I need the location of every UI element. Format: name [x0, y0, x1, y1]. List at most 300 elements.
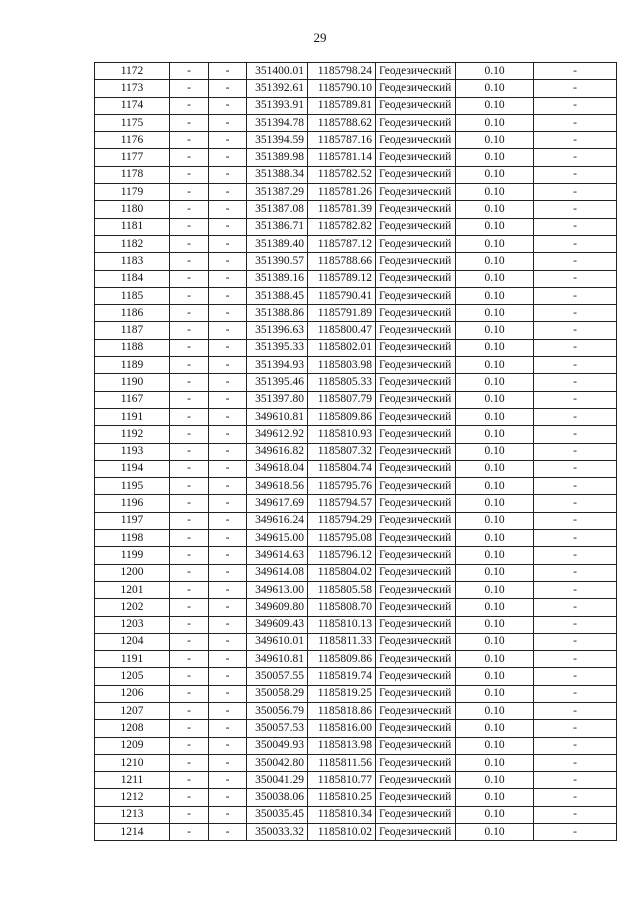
method-cell: Геодезический	[376, 824, 456, 841]
method-cell: Геодезический	[376, 357, 456, 374]
point-number: 1176	[95, 132, 170, 149]
point-number: 1210	[95, 754, 170, 771]
method-cell: Геодезический	[376, 581, 456, 598]
point-number: 1183	[95, 253, 170, 270]
table-row	[95, 63, 617, 80]
point-number: 1194	[95, 460, 170, 477]
y-coordinate: 1185798.24	[308, 63, 376, 80]
dash-cell: -	[534, 218, 617, 235]
dash-cell: -	[534, 512, 617, 529]
accuracy-cell: 0.10	[456, 789, 534, 806]
dash-cell: -	[209, 149, 247, 166]
table-row	[95, 443, 617, 460]
accuracy-cell: 0.10	[456, 166, 534, 183]
table-row	[95, 287, 617, 304]
dash-cell: -	[209, 166, 247, 183]
dash-cell: -	[209, 114, 247, 131]
table-row	[95, 357, 617, 374]
y-coordinate: 1185794.29	[308, 512, 376, 529]
accuracy-cell: 0.10	[456, 305, 534, 322]
accuracy-cell: 0.10	[456, 391, 534, 408]
table-row	[95, 305, 617, 322]
method-cell: Геодезический	[376, 80, 456, 97]
x-coordinate: 349614.63	[247, 547, 308, 564]
dash-cell: -	[534, 685, 617, 702]
method-cell: Геодезический	[376, 737, 456, 754]
point-number: 1200	[95, 564, 170, 581]
dash-cell: -	[534, 114, 617, 131]
y-coordinate: 1185788.62	[308, 114, 376, 131]
dash-cell: -	[209, 63, 247, 80]
x-coordinate: 351388.45	[247, 287, 308, 304]
accuracy-cell: 0.10	[456, 80, 534, 97]
table-row	[95, 754, 617, 771]
accuracy-cell: 0.10	[456, 443, 534, 460]
x-coordinate: 351397.80	[247, 391, 308, 408]
x-coordinate: 351393.91	[247, 97, 308, 114]
accuracy-cell: 0.10	[456, 737, 534, 754]
accuracy-cell: 0.10	[456, 322, 534, 339]
point-number: 1198	[95, 530, 170, 547]
accuracy-cell: 0.10	[456, 633, 534, 650]
accuracy-cell: 0.10	[456, 270, 534, 287]
dash-cell: -	[534, 478, 617, 495]
y-coordinate: 1185805.58	[308, 581, 376, 598]
table-row	[95, 97, 617, 114]
dash-cell: -	[209, 547, 247, 564]
accuracy-cell: 0.10	[456, 772, 534, 789]
table-row	[95, 581, 617, 598]
accuracy-cell: 0.10	[456, 824, 534, 841]
dash-cell: -	[209, 495, 247, 512]
method-cell: Геодезический	[376, 63, 456, 80]
method-cell: Геодезический	[376, 564, 456, 581]
method-cell: Геодезический	[376, 616, 456, 633]
method-cell: Геодезический	[376, 599, 456, 616]
x-coordinate: 351396.63	[247, 322, 308, 339]
y-coordinate: 1185802.01	[308, 339, 376, 356]
dash-cell: -	[170, 668, 209, 685]
method-cell: Геодезический	[376, 512, 456, 529]
point-number: 1213	[95, 806, 170, 823]
dash-cell: -	[209, 616, 247, 633]
point-number: 1205	[95, 668, 170, 685]
dash-cell: -	[170, 184, 209, 201]
y-coordinate: 1185810.77	[308, 772, 376, 789]
accuracy-cell: 0.10	[456, 599, 534, 616]
y-coordinate: 1185781.26	[308, 184, 376, 201]
x-coordinate: 350057.55	[247, 668, 308, 685]
dash-cell: -	[209, 357, 247, 374]
y-coordinate: 1185789.12	[308, 270, 376, 287]
dash-cell: -	[534, 253, 617, 270]
dash-cell: -	[170, 512, 209, 529]
table-row	[95, 391, 617, 408]
x-coordinate: 351400.01	[247, 63, 308, 80]
method-cell: Геодезический	[376, 478, 456, 495]
x-coordinate: 351386.71	[247, 218, 308, 235]
dash-cell: -	[170, 789, 209, 806]
y-coordinate: 1185803.98	[308, 357, 376, 374]
dash-cell: -	[534, 322, 617, 339]
y-coordinate: 1185807.79	[308, 391, 376, 408]
method-cell: Геодезический	[376, 530, 456, 547]
point-number: 1201	[95, 581, 170, 598]
method-cell: Геодезический	[376, 633, 456, 650]
dash-cell: -	[534, 391, 617, 408]
accuracy-cell: 0.10	[456, 478, 534, 495]
method-cell: Геодезический	[376, 114, 456, 131]
y-coordinate: 1185818.86	[308, 702, 376, 719]
table-row	[95, 806, 617, 823]
dash-cell: -	[209, 564, 247, 581]
x-coordinate: 351390.57	[247, 253, 308, 270]
dash-cell: -	[534, 737, 617, 754]
x-coordinate: 349613.00	[247, 581, 308, 598]
dash-cell: -	[534, 408, 617, 425]
point-number: 1208	[95, 720, 170, 737]
dash-cell: -	[209, 720, 247, 737]
x-coordinate: 349616.24	[247, 512, 308, 529]
dash-cell: -	[534, 754, 617, 771]
dash-cell: -	[170, 357, 209, 374]
y-coordinate: 1185810.93	[308, 426, 376, 443]
method-cell: Геодезический	[376, 97, 456, 114]
dash-cell: -	[170, 97, 209, 114]
dash-cell: -	[170, 806, 209, 823]
method-cell: Геодезический	[376, 789, 456, 806]
x-coordinate: 350056.79	[247, 702, 308, 719]
dash-cell: -	[170, 772, 209, 789]
accuracy-cell: 0.10	[456, 702, 534, 719]
point-number: 1167	[95, 391, 170, 408]
method-cell: Геодезический	[376, 253, 456, 270]
table-row	[95, 564, 617, 581]
dash-cell: -	[209, 530, 247, 547]
table-row	[95, 201, 617, 218]
y-coordinate: 1185788.66	[308, 253, 376, 270]
point-number: 1185	[95, 287, 170, 304]
table-row	[95, 184, 617, 201]
point-number: 1184	[95, 270, 170, 287]
dash-cell: -	[170, 824, 209, 841]
dash-cell: -	[534, 305, 617, 322]
table-row	[95, 772, 617, 789]
table-row	[95, 824, 617, 841]
method-cell: Геодезический	[376, 374, 456, 391]
dash-cell: -	[209, 772, 247, 789]
x-coordinate: 351395.46	[247, 374, 308, 391]
dash-cell: -	[209, 235, 247, 252]
x-coordinate: 351394.78	[247, 114, 308, 131]
y-coordinate: 1185809.86	[308, 651, 376, 668]
dash-cell: -	[170, 408, 209, 425]
x-coordinate: 351387.08	[247, 201, 308, 218]
dash-cell: -	[170, 478, 209, 495]
method-cell: Геодезический	[376, 495, 456, 512]
point-number: 1202	[95, 599, 170, 616]
dash-cell: -	[170, 702, 209, 719]
accuracy-cell: 0.10	[456, 184, 534, 201]
y-coordinate: 1185796.12	[308, 547, 376, 564]
table-row	[95, 408, 617, 425]
method-cell: Геодезический	[376, 166, 456, 183]
x-coordinate: 351394.59	[247, 132, 308, 149]
method-cell: Геодезический	[376, 184, 456, 201]
y-coordinate: 1185789.81	[308, 97, 376, 114]
x-coordinate: 349612.92	[247, 426, 308, 443]
dash-cell: -	[534, 633, 617, 650]
dash-cell: -	[534, 564, 617, 581]
y-coordinate: 1185804.74	[308, 460, 376, 477]
table-row	[95, 235, 617, 252]
dash-cell: -	[534, 426, 617, 443]
table-row	[95, 322, 617, 339]
x-coordinate: 351388.34	[247, 166, 308, 183]
table-row	[95, 374, 617, 391]
dash-cell: -	[170, 720, 209, 737]
table-row	[95, 737, 617, 754]
table-row	[95, 132, 617, 149]
y-coordinate: 1185795.76	[308, 478, 376, 495]
dash-cell: -	[170, 305, 209, 322]
point-number: 1178	[95, 166, 170, 183]
dash-cell: -	[534, 339, 617, 356]
y-coordinate: 1185791.89	[308, 305, 376, 322]
dash-cell: -	[534, 201, 617, 218]
dash-cell: -	[534, 97, 617, 114]
table-row	[95, 668, 617, 685]
dash-cell: -	[170, 651, 209, 668]
dash-cell: -	[170, 253, 209, 270]
point-number: 1190	[95, 374, 170, 391]
dash-cell: -	[209, 737, 247, 754]
accuracy-cell: 0.10	[456, 651, 534, 668]
table-row	[95, 702, 617, 719]
method-cell: Геодезический	[376, 443, 456, 460]
accuracy-cell: 0.10	[456, 235, 534, 252]
table-row	[95, 253, 617, 270]
point-number: 1191	[95, 408, 170, 425]
point-number: 1193	[95, 443, 170, 460]
accuracy-cell: 0.10	[456, 374, 534, 391]
dash-cell: -	[534, 599, 617, 616]
point-number: 1203	[95, 616, 170, 633]
accuracy-cell: 0.10	[456, 720, 534, 737]
point-number: 1206	[95, 685, 170, 702]
table-row	[95, 426, 617, 443]
method-cell: Геодезический	[376, 287, 456, 304]
table-row	[95, 685, 617, 702]
dash-cell: -	[209, 253, 247, 270]
method-cell: Геодезический	[376, 149, 456, 166]
accuracy-cell: 0.10	[456, 253, 534, 270]
table-row	[95, 789, 617, 806]
dash-cell: -	[534, 287, 617, 304]
method-cell: Геодезический	[376, 305, 456, 322]
table-row	[95, 720, 617, 737]
accuracy-cell: 0.10	[456, 685, 534, 702]
point-number: 1181	[95, 218, 170, 235]
dash-cell: -	[209, 184, 247, 201]
dash-cell: -	[534, 720, 617, 737]
x-coordinate: 351388.86	[247, 305, 308, 322]
table-row	[95, 460, 617, 477]
dash-cell: -	[209, 201, 247, 218]
dash-cell: -	[534, 616, 617, 633]
point-number: 1188	[95, 339, 170, 356]
point-number: 1212	[95, 789, 170, 806]
table-row	[95, 530, 617, 547]
x-coordinate: 349617.69	[247, 495, 308, 512]
method-cell: Геодезический	[376, 426, 456, 443]
table-row	[95, 495, 617, 512]
y-coordinate: 1185782.52	[308, 166, 376, 183]
method-cell: Геодезический	[376, 754, 456, 771]
method-cell: Геодезический	[376, 391, 456, 408]
x-coordinate: 351387.29	[247, 184, 308, 201]
dash-cell: -	[209, 443, 247, 460]
point-number: 1209	[95, 737, 170, 754]
dash-cell: -	[534, 63, 617, 80]
point-number: 1197	[95, 512, 170, 529]
y-coordinate: 1185810.25	[308, 789, 376, 806]
y-coordinate: 1185810.34	[308, 806, 376, 823]
x-coordinate: 350058.29	[247, 685, 308, 702]
x-coordinate: 349609.43	[247, 616, 308, 633]
dash-cell: -	[170, 201, 209, 218]
dash-cell: -	[209, 287, 247, 304]
x-coordinate: 351389.98	[247, 149, 308, 166]
x-coordinate: 350033.32	[247, 824, 308, 841]
accuracy-cell: 0.10	[456, 460, 534, 477]
dash-cell: -	[209, 374, 247, 391]
dash-cell: -	[170, 495, 209, 512]
point-number: 1179	[95, 184, 170, 201]
y-coordinate: 1185782.82	[308, 218, 376, 235]
dash-cell: -	[209, 668, 247, 685]
dash-cell: -	[209, 806, 247, 823]
dash-cell: -	[534, 581, 617, 598]
x-coordinate: 350041.29	[247, 772, 308, 789]
accuracy-cell: 0.10	[456, 495, 534, 512]
dash-cell: -	[534, 824, 617, 841]
dash-cell: -	[209, 460, 247, 477]
accuracy-cell: 0.10	[456, 547, 534, 564]
accuracy-cell: 0.10	[456, 339, 534, 356]
method-cell: Геодезический	[376, 132, 456, 149]
dash-cell: -	[209, 270, 247, 287]
method-cell: Геодезический	[376, 322, 456, 339]
y-coordinate: 1185813.98	[308, 737, 376, 754]
point-number: 1192	[95, 426, 170, 443]
accuracy-cell: 0.10	[456, 616, 534, 633]
table-row	[95, 339, 617, 356]
y-coordinate: 1185790.10	[308, 80, 376, 97]
point-number: 1189	[95, 357, 170, 374]
dash-cell: -	[534, 184, 617, 201]
x-coordinate: 351392.61	[247, 80, 308, 97]
x-coordinate: 350035.45	[247, 806, 308, 823]
dash-cell: -	[209, 651, 247, 668]
dash-cell: -	[170, 391, 209, 408]
dash-cell: -	[534, 651, 617, 668]
y-coordinate: 1185800.47	[308, 322, 376, 339]
method-cell: Геодезический	[376, 806, 456, 823]
dash-cell: -	[534, 443, 617, 460]
dash-cell: -	[170, 564, 209, 581]
accuracy-cell: 0.10	[456, 806, 534, 823]
point-number: 1172	[95, 63, 170, 80]
table-row	[95, 80, 617, 97]
x-coordinate: 349610.01	[247, 633, 308, 650]
accuracy-cell: 0.10	[456, 132, 534, 149]
dash-cell: -	[170, 633, 209, 650]
point-number: 1187	[95, 322, 170, 339]
accuracy-cell: 0.10	[456, 581, 534, 598]
y-coordinate: 1185811.33	[308, 633, 376, 650]
dash-cell: -	[170, 218, 209, 235]
y-coordinate: 1185819.25	[308, 685, 376, 702]
x-coordinate: 351389.40	[247, 235, 308, 252]
y-coordinate: 1185811.56	[308, 754, 376, 771]
dash-cell: -	[170, 737, 209, 754]
x-coordinate: 351395.33	[247, 339, 308, 356]
method-cell: Геодезический	[376, 460, 456, 477]
dash-cell: -	[209, 478, 247, 495]
dash-cell: -	[534, 80, 617, 97]
accuracy-cell: 0.10	[456, 97, 534, 114]
dash-cell: -	[170, 132, 209, 149]
point-number: 1196	[95, 495, 170, 512]
dash-cell: -	[209, 754, 247, 771]
accuracy-cell: 0.10	[456, 218, 534, 235]
dash-cell: -	[170, 443, 209, 460]
method-cell: Геодезический	[376, 547, 456, 564]
point-number: 1199	[95, 547, 170, 564]
method-cell: Геодезический	[376, 339, 456, 356]
dash-cell: -	[170, 149, 209, 166]
dash-cell: -	[534, 547, 617, 564]
dash-cell: -	[534, 530, 617, 547]
table-row	[95, 114, 617, 131]
table-row	[95, 149, 617, 166]
dash-cell: -	[170, 754, 209, 771]
x-coordinate: 349610.81	[247, 408, 308, 425]
method-cell: Геодезический	[376, 651, 456, 668]
point-number: 1207	[95, 702, 170, 719]
dash-cell: -	[170, 547, 209, 564]
y-coordinate: 1185810.13	[308, 616, 376, 633]
accuracy-cell: 0.10	[456, 426, 534, 443]
table-row	[95, 616, 617, 633]
point-number: 1195	[95, 478, 170, 495]
table-row	[95, 651, 617, 668]
method-cell: Геодезический	[376, 720, 456, 737]
y-coordinate: 1185807.32	[308, 443, 376, 460]
dash-cell: -	[534, 166, 617, 183]
dash-cell: -	[170, 287, 209, 304]
point-number: 1180	[95, 201, 170, 218]
y-coordinate: 1185808.70	[308, 599, 376, 616]
dash-cell: -	[209, 97, 247, 114]
dash-cell: -	[209, 305, 247, 322]
dash-cell: -	[170, 374, 209, 391]
dash-cell: -	[209, 702, 247, 719]
dash-cell: -	[209, 512, 247, 529]
dash-cell: -	[209, 685, 247, 702]
method-cell: Геодезический	[376, 702, 456, 719]
